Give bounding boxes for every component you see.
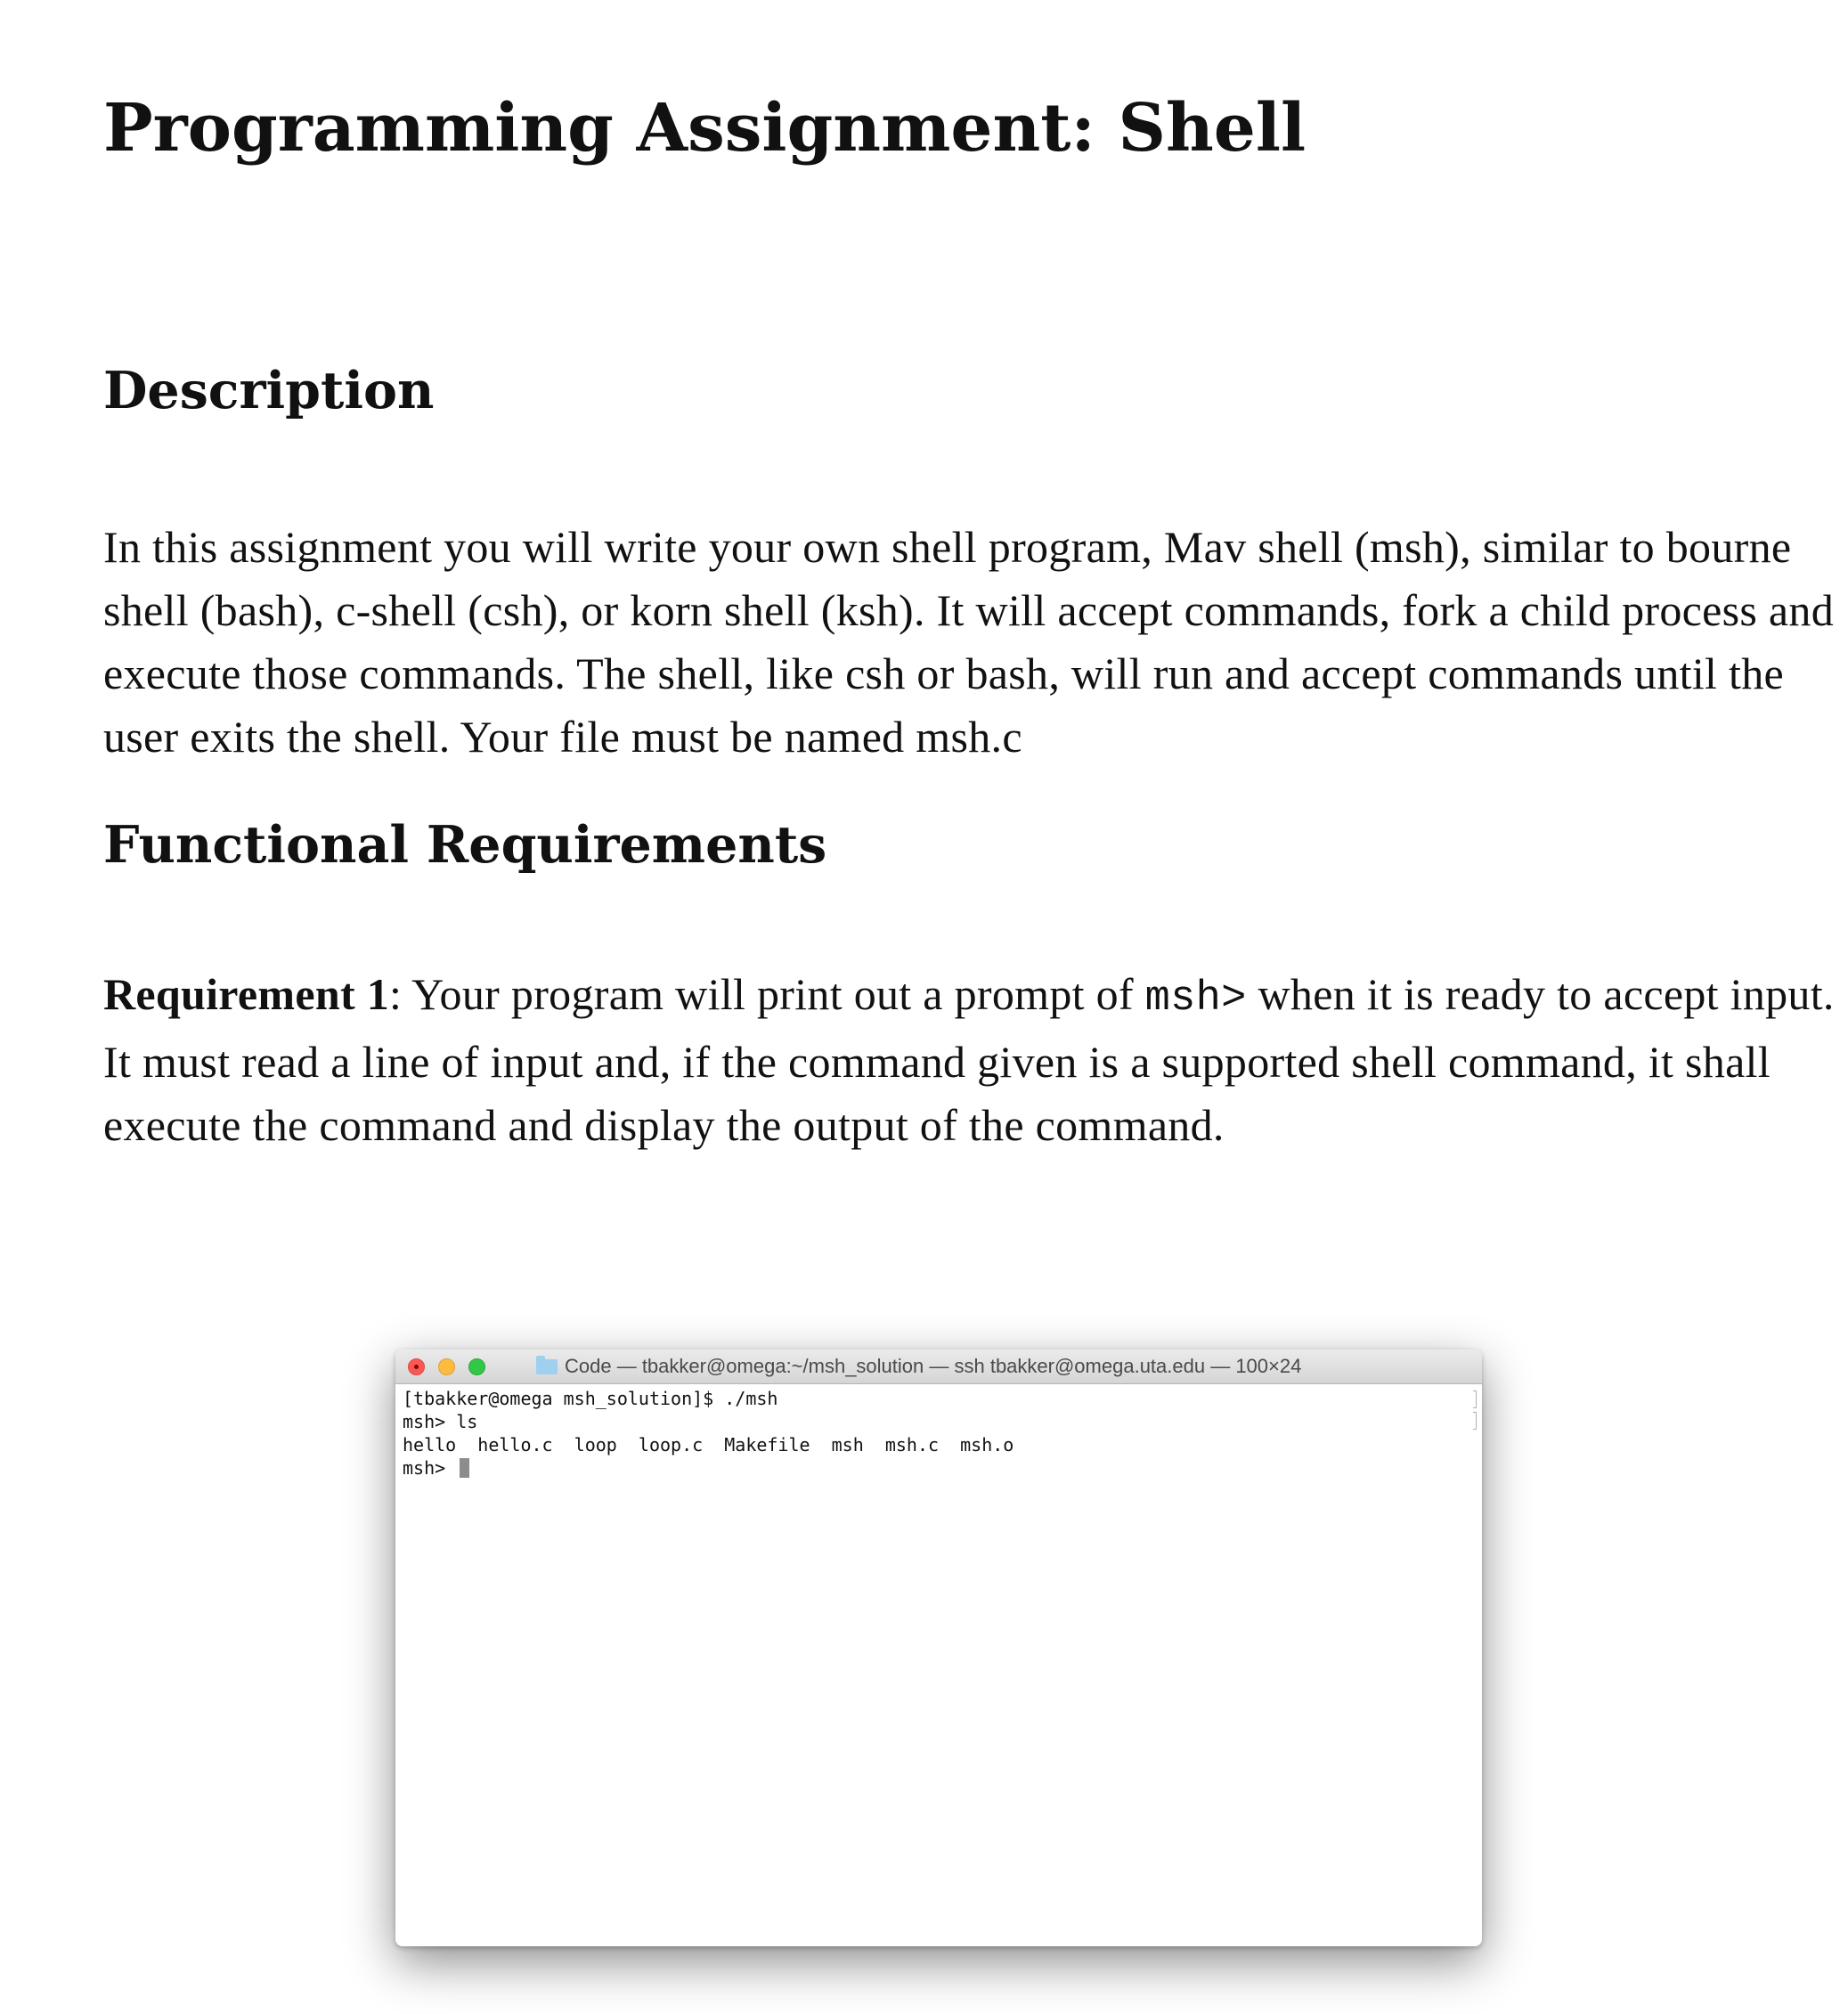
terminal-window-title: Code — tbakker@omega:~/msh_solution — ssh tbakker@omega.uta.edu — 100×24 [565,1355,1302,1377]
terminal-line: msh> ls [403,1411,478,1432]
terminal-output[interactable] [403,1387,1471,1480]
terminal-line: hello hello.c loop loop.c Makefile msh msh.c msh.o [403,1434,1014,1455]
requirement-1-label: Requirement 1 [103,969,389,1019]
zoom-window-icon[interactable] [468,1358,485,1375]
terminal-line: [tbakker@omega msh_solution]$ ./msh [403,1388,778,1409]
minimize-window-icon[interactable] [438,1358,455,1375]
description-paragraph: In this assignment you will write your own shell program, Mav shell (msh), similar to bourne shell (bash), c-shell (csh), or korn shell (ksh). It will accept commands, fork a child process and execute those commands. The shell, like csh or bash, will run and accept commands until the user exits the shell. Your file must be named msh.c [103,522,1835,762]
terminal-window-screenshot [395,1349,1482,1946]
scroll-bracket-bottom [1473,1412,1477,1430]
requirement-1-text-before: : Your program will print out a prompt of [389,969,1145,1019]
close-window-icon[interactable] [408,1358,425,1375]
terminal-prompt-line [403,1456,1471,1480]
terminal-cursor [460,1458,469,1478]
prompt-code: msh> [1144,975,1247,1023]
functional-requirements-heading: Functional Requirements [103,815,827,875]
terminal-prompt: msh> [403,1457,457,1479]
requirement-1-paragraph [103,963,1840,1157]
scroll-bracket-top [1473,1390,1477,1408]
terminal-titlebar [395,1349,1482,1384]
description-heading: Description [103,361,435,420]
requirement-1-text-after: when it is ready to accept input. It must read a line of input and, if the command given is a supported shell command, it shall execute the command and display the output of the command. [103,969,1835,1150]
page-title: Programming Assignment: Shell [103,90,1307,167]
folder-icon [536,1359,558,1374]
